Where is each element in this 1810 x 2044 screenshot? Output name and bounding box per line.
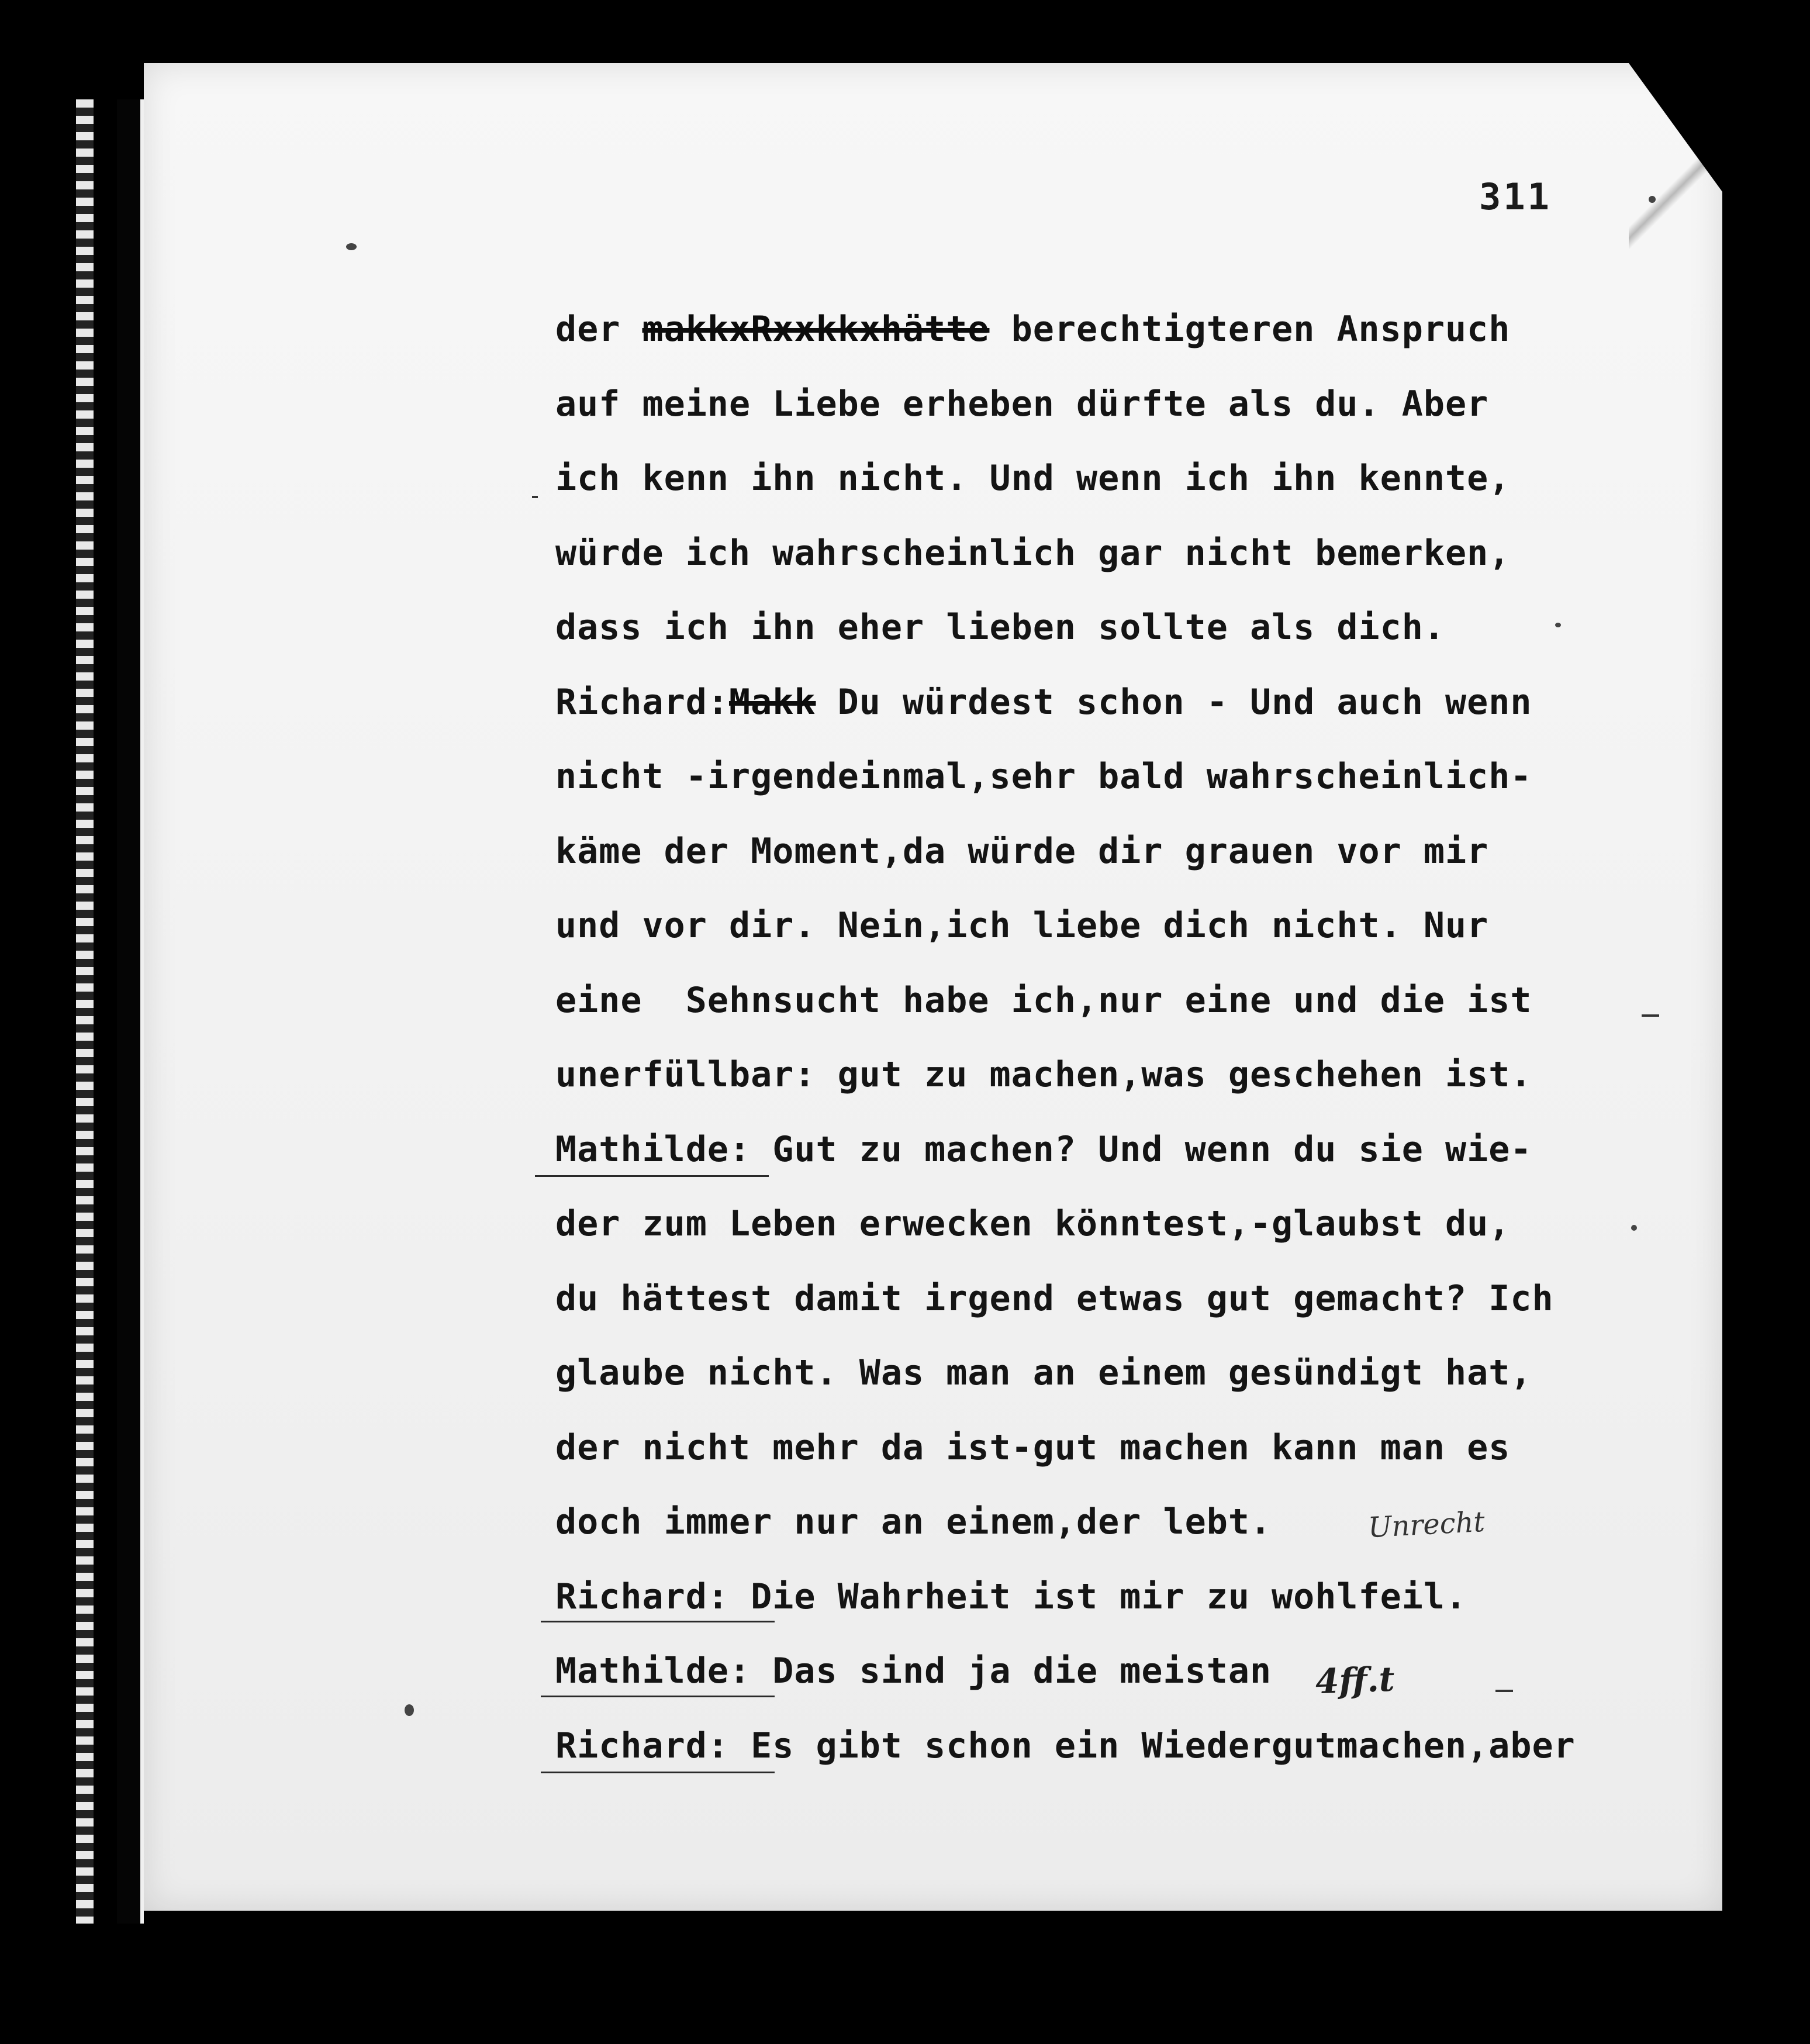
binding-strip — [117, 99, 144, 1924]
text-line: der nicht mehr da ist-gut machen kann man es — [555, 1427, 1511, 1468]
text-line: glaube nicht. Was man an einem gesündigt hat, — [555, 1352, 1532, 1393]
typewritten-text — [555, 292, 1684, 1783]
text-line: Mathilde: Das sind ja die meistan — [555, 1651, 1272, 1691]
page-number: 311 — [1479, 175, 1552, 218]
text-line: auf meine Liebe erheben dürfte als du. Aber — [555, 383, 1489, 424]
text-line: Richard: Es gibt schon ein Wiedergutmachen,aber — [555, 1725, 1576, 1766]
speaker-underline — [541, 1772, 775, 1773]
text-line: dass ich ihn eher lieben sollte als dich. — [555, 607, 1446, 648]
text-line: Richard:Makk Du würdest schon - Und auch wenn — [555, 681, 1532, 723]
corner-crease — [1629, 122, 1711, 274]
text-line: der zum Leben erwecken könntest,-glaubst du, — [555, 1203, 1511, 1244]
paper-speck — [1649, 196, 1656, 203]
handwritten-note: 4ff.t — [1314, 1659, 1396, 1702]
margin-mark — [1495, 1690, 1513, 1692]
speaker-underline — [541, 1621, 775, 1622]
text-line: doch immer nur an einem,der lebt. — [555, 1501, 1272, 1542]
margin-mark — [1642, 1014, 1659, 1017]
text-line: du hättest damit irgend etwas gut gemacht? Ich — [555, 1278, 1554, 1319]
struck-out-text: makkxRxxkkxhätte — [642, 309, 990, 350]
paper-speck — [405, 1704, 414, 1716]
text-line: Mathilde: Gut zu machen? Und wenn du sie wie- — [555, 1128, 1532, 1170]
paper-speck — [1555, 623, 1561, 627]
text-line: ich kenn ihn nicht. Und wenn ich ihn kennte, — [555, 458, 1511, 499]
speaker-underline — [541, 1696, 775, 1697]
speaker-underline — [535, 1175, 769, 1177]
binding-stitching — [76, 99, 94, 1924]
text-line: käme der Moment,da würde dir grauen vor mir — [555, 830, 1489, 872]
text-line: Richard: Die Wahrheit ist mir zu wohlfeil. — [555, 1576, 1467, 1617]
struck-out-text: Makk — [728, 681, 816, 723]
text-line: eine Sehnsucht habe ich,nur eine und die ist — [555, 979, 1532, 1021]
text-line: und vor dir. Nein,ich liebe dich nicht. Nur — [555, 905, 1489, 946]
handwritten-note: Unrecht — [1367, 1505, 1486, 1545]
text-line: nicht -irgendeinmal,sehr bald wahrscheinlich- — [555, 756, 1532, 797]
text-line: unerfüllbar: gut zu machen,was geschehen ist. — [555, 1054, 1532, 1095]
speaker-name: Richard: — [555, 681, 729, 723]
margin-mark — [532, 496, 538, 498]
paper-speck — [346, 243, 357, 250]
paper-speck — [1631, 1225, 1637, 1231]
text-line: würde ich wahrscheinlich gar nicht bemerken, — [555, 532, 1511, 574]
text-line: der makkxRxxkkxhätte berechtigteren Anspruch — [555, 309, 1511, 350]
